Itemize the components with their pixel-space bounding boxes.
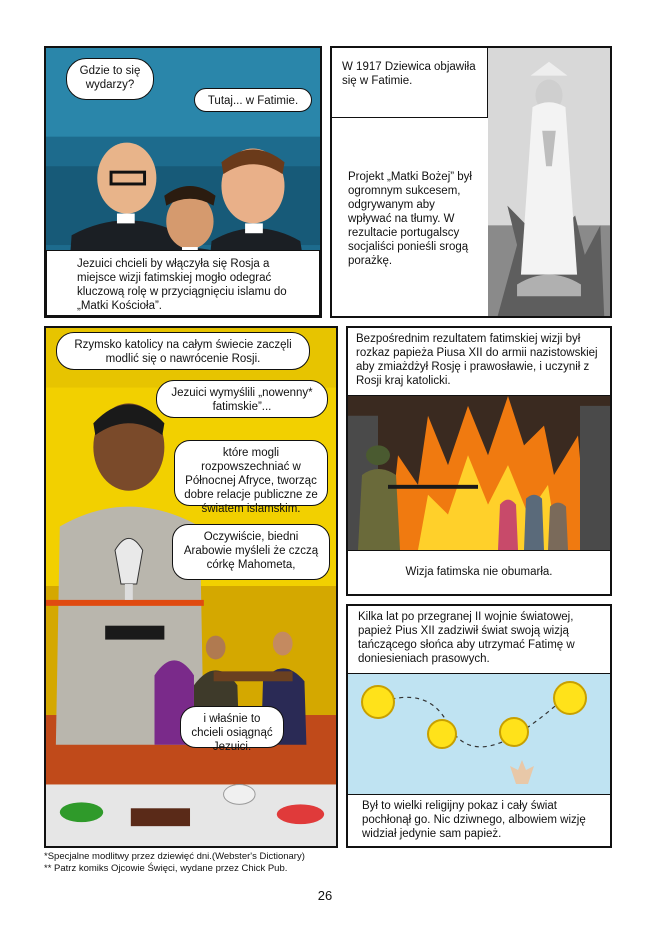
panel-war-art: [348, 396, 610, 550]
panel-jesuits-caption: Jezuici chcieli by włączyła się Rosja a miejsce wizji fatimskiej mogło odegrać kluczową rolę w przyciągnięciu islamu do „Matki Kościoła”.: [46, 250, 320, 316]
panel-sun-caption-bottom: Był to wielki religijny pokaz i cały świat pochłonął go. Nic dziwnego, albowiem wizję widział jedynie sam papież.: [348, 794, 610, 846]
panel-war-caption-top: Bezpośrednim rezultatem fatimskiej wizji był rozkaz papieża Piusa XII do armii nazistowskiej aby zmiażdżył Rosję i prawosławie, i uczynił z Rosji kraj katolicki.: [348, 328, 610, 396]
page-number: 26: [317, 888, 333, 903]
panel-fatima-apparition: [330, 46, 612, 318]
speech-bubble-prayer-russia: Rzymsko katolicy na całym świecie zaczęli modlić się o nawrócenie Rosji.: [56, 332, 310, 370]
speech-bubble-arabs: Oczywiście, biedni Arabowie myśleli że czczą córkę Mahometa,: [172, 524, 330, 580]
fatima-statue-image: [488, 48, 610, 316]
panel-sun-caption-top: Kilka lat po przegranej II wojnie światowej, papież Pius XII zadziwił świat swoją wizją tańczącego słońca aby utrzymać Fatimę w doniesieniach prasowych.: [348, 606, 610, 674]
panel-fatima-caption-top: W 1917 Dziewica objawiła się w Fatimie.: [332, 48, 488, 118]
speech-bubble-answer: Tutaj... w Fatimie.: [194, 88, 312, 112]
footnote-novena: *Specjalne modlitwy przez dziewięć dni.(Webster's Dictionary): [44, 851, 305, 862]
footnote-comic-reference: ** Patrz komiks Ojcowie Święci, wydane przez Chick Pub.: [44, 863, 288, 874]
speech-bubble-novenas: Jezuici wymyślili „nowenny* fatimskie”...: [156, 380, 328, 418]
panel-novenas: [44, 326, 338, 848]
panel-war: [346, 326, 612, 596]
speech-bubble-north-africa: które mogli rozpowszechniać w Północnej Afryce, tworząc dobre relacje publiczne ze światem islamskim.: [174, 440, 328, 506]
speech-bubble-question: Gdzie to się wydarzy?: [66, 58, 154, 100]
panel-jesuits: [44, 46, 322, 318]
panel-war-caption-bottom: Wizja fatimska nie obumarła.: [348, 550, 610, 594]
panel-fatima-text-body: Projekt „Matki Bożej” był ogromnym sukcesem, odgrywanym aby wpływać na tłumy. W rezultacie portugalscy socjaliści ponieśli srogą porażkę.: [348, 171, 472, 267]
speech-bubble-jesuits-goal: i właśnie to chcieli osiągnąć Jezuici.: [180, 706, 284, 748]
panel-dancing-sun: [346, 604, 612, 848]
